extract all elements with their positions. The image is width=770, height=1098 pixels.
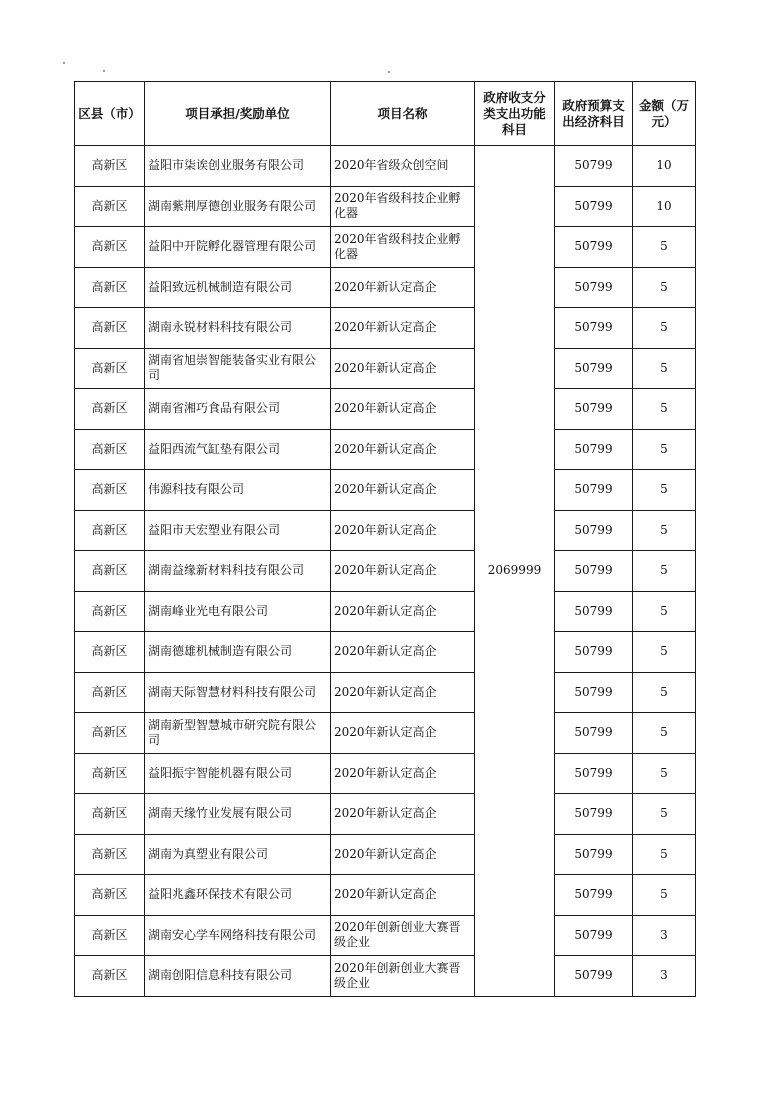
- cell-amount: 3: [633, 956, 696, 997]
- cell-economic-code: 50799: [555, 348, 633, 389]
- cell-economic-code: 50799: [555, 753, 633, 794]
- cell-amount: 10: [633, 186, 696, 227]
- cell-project: 2020年省级众创空间: [331, 146, 475, 187]
- cell-district: 高新区: [75, 267, 145, 308]
- cell-unit: 伟源科技有限公司: [145, 470, 331, 511]
- cell-amount: 5: [633, 470, 696, 511]
- cell-amount: 10: [633, 146, 696, 187]
- cell-economic-code: 50799: [555, 267, 633, 308]
- cell-economic-code: 50799: [555, 510, 633, 551]
- table-row: [75, 591, 696, 632]
- cell-unit: 湖南天际智慧材料科技有限公司: [145, 672, 331, 713]
- cell-district: 高新区: [75, 348, 145, 389]
- table-row: [75, 186, 696, 227]
- cell-project: 2020年新认定高企: [331, 794, 475, 835]
- cell-economic-code: 50799: [555, 429, 633, 470]
- cell-project: 2020年新认定高企: [331, 551, 475, 592]
- cell-amount: 5: [633, 429, 696, 470]
- table-row: [75, 915, 696, 956]
- cell-project: 2020年新认定高企: [331, 632, 475, 673]
- table-row: [75, 267, 696, 308]
- cell-unit: 湖南永锐材料科技有限公司: [145, 308, 331, 349]
- cell-unit: 湖南省旭崇智能装备实业有限公司: [145, 348, 331, 389]
- cell-district: 高新区: [75, 672, 145, 713]
- header-function-subject: 政府收支分类支出功能科目: [475, 82, 555, 146]
- cell-amount: 5: [633, 348, 696, 389]
- cell-amount: 5: [633, 713, 696, 754]
- cell-project: 2020年创新创业大赛晋级企业: [331, 956, 475, 997]
- cell-district: 高新区: [75, 915, 145, 956]
- cell-economic-code: 50799: [555, 632, 633, 673]
- cell-district: 高新区: [75, 794, 145, 835]
- cell-function-code: 2069999: [475, 146, 555, 997]
- cell-economic-code: 50799: [555, 186, 633, 227]
- cell-unit: 湖南为真塑业有限公司: [145, 834, 331, 875]
- cell-amount: 5: [633, 753, 696, 794]
- header-district: 区县（市）: [75, 82, 145, 146]
- cell-amount: 5: [633, 591, 696, 632]
- cell-amount: 5: [633, 308, 696, 349]
- table-row: [75, 308, 696, 349]
- funding-table: [74, 81, 696, 997]
- cell-district: 高新区: [75, 753, 145, 794]
- table-body: [75, 146, 696, 997]
- cell-unit: 湖南峰业光电有限公司: [145, 591, 331, 632]
- cell-unit: 湖南创阳信息科技有限公司: [145, 956, 331, 997]
- cell-project: 2020年新认定高企: [331, 429, 475, 470]
- table-row: [75, 632, 696, 673]
- cell-unit: 湖南新型智慧城市研究院有限公司: [145, 713, 331, 754]
- cell-project: 2020年新认定高企: [331, 591, 475, 632]
- cell-district: 高新区: [75, 308, 145, 349]
- cell-amount: 5: [633, 834, 696, 875]
- cell-unit: 益阳振宇智能机器有限公司: [145, 753, 331, 794]
- cell-amount: 5: [633, 551, 696, 592]
- table-row: [75, 794, 696, 835]
- cell-district: 高新区: [75, 834, 145, 875]
- cell-economic-code: 50799: [555, 794, 633, 835]
- cell-project: 2020年新认定高企: [331, 308, 475, 349]
- header-row: [75, 82, 696, 146]
- cell-unit: 湖南紫荆厚德创业服务有限公司: [145, 186, 331, 227]
- cell-unit: 益阳市天宏塑业有限公司: [145, 510, 331, 551]
- cell-unit: 湖南益缘新材料科技有限公司: [145, 551, 331, 592]
- cell-district: 高新区: [75, 146, 145, 187]
- cell-district: 高新区: [75, 186, 145, 227]
- scan-speck: [63, 62, 65, 64]
- table-row: [75, 551, 696, 592]
- cell-unit: 益阳市柒诶创业服务有限公司: [145, 146, 331, 187]
- cell-economic-code: 50799: [555, 875, 633, 916]
- cell-unit: 益阳中开院孵化器管理有限公司: [145, 227, 331, 268]
- cell-district: 高新区: [75, 632, 145, 673]
- cell-amount: 5: [633, 632, 696, 673]
- cell-district: 高新区: [75, 551, 145, 592]
- cell-amount: 5: [633, 389, 696, 430]
- cell-amount: 5: [633, 510, 696, 551]
- cell-economic-code: 50799: [555, 470, 633, 511]
- header-project: 项目名称: [331, 82, 475, 146]
- cell-project: 2020年新认定高企: [331, 834, 475, 875]
- cell-project: 2020年新认定高企: [331, 672, 475, 713]
- table-row: [75, 510, 696, 551]
- cell-project: 2020年新认定高企: [331, 267, 475, 308]
- cell-district: 高新区: [75, 713, 145, 754]
- cell-unit: 湖南天缘竹业发展有限公司: [145, 794, 331, 835]
- cell-amount: 5: [633, 875, 696, 916]
- cell-unit: 益阳致远机械制造有限公司: [145, 267, 331, 308]
- cell-project: 2020年新认定高企: [331, 713, 475, 754]
- cell-unit: 益阳兆鑫环保技术有限公司: [145, 875, 331, 916]
- scan-speck: [103, 70, 105, 72]
- header-economic-subject: 政府预算支出经济科目: [555, 82, 633, 146]
- table-row: [75, 713, 696, 754]
- cell-district: 高新区: [75, 227, 145, 268]
- cell-unit: 湖南德雄机械制造有限公司: [145, 632, 331, 673]
- cell-amount: 5: [633, 267, 696, 308]
- cell-amount: 5: [633, 794, 696, 835]
- cell-project: 2020年新认定高企: [331, 389, 475, 430]
- cell-project: 2020年新认定高企: [331, 470, 475, 511]
- cell-economic-code: 50799: [555, 591, 633, 632]
- cell-economic-code: 50799: [555, 956, 633, 997]
- cell-district: 高新区: [75, 591, 145, 632]
- cell-amount: 5: [633, 672, 696, 713]
- cell-project: 2020年省级科技企业孵化器: [331, 227, 475, 268]
- cell-amount: 5: [633, 227, 696, 268]
- cell-economic-code: 50799: [555, 146, 633, 187]
- cell-project: 2020年新认定高企: [331, 348, 475, 389]
- cell-economic-code: 50799: [555, 672, 633, 713]
- cell-project: 2020年新认定高企: [331, 875, 475, 916]
- cell-economic-code: 50799: [555, 551, 633, 592]
- cell-project: 2020年创新创业大赛晋级企业: [331, 915, 475, 956]
- cell-district: 高新区: [75, 956, 145, 997]
- table-row: [75, 389, 696, 430]
- cell-project: 2020年新认定高企: [331, 753, 475, 794]
- cell-district: 高新区: [75, 510, 145, 551]
- cell-economic-code: 50799: [555, 227, 633, 268]
- header-unit: 项目承担/奖励单位: [145, 82, 331, 146]
- cell-unit: 湖南安心学车网络科技有限公司: [145, 915, 331, 956]
- cell-economic-code: 50799: [555, 389, 633, 430]
- table-row: [75, 672, 696, 713]
- table-row: [75, 429, 696, 470]
- cell-economic-code: 50799: [555, 308, 633, 349]
- table-row: [75, 348, 696, 389]
- cell-economic-code: 50799: [555, 834, 633, 875]
- cell-district: 高新区: [75, 470, 145, 511]
- cell-district: 高新区: [75, 389, 145, 430]
- cell-project: 2020年省级科技企业孵化器: [331, 186, 475, 227]
- cell-unit: 益阳西流气缸垫有限公司: [145, 429, 331, 470]
- table-row: [75, 834, 696, 875]
- cell-amount: 3: [633, 915, 696, 956]
- cell-project: 2020年新认定高企: [331, 510, 475, 551]
- header-amount: 金额（万元）: [633, 82, 696, 146]
- table-row: [75, 146, 696, 187]
- table-row: [75, 470, 696, 511]
- table-row: [75, 753, 696, 794]
- table-row: [75, 227, 696, 268]
- cell-unit: 湖南省湘巧食品有限公司: [145, 389, 331, 430]
- cell-economic-code: 50799: [555, 713, 633, 754]
- cell-economic-code: 50799: [555, 915, 633, 956]
- table-row: [75, 956, 696, 997]
- cell-district: 高新区: [75, 875, 145, 916]
- scan-speck: [388, 71, 390, 73]
- cell-district: 高新区: [75, 429, 145, 470]
- table-row: [75, 875, 696, 916]
